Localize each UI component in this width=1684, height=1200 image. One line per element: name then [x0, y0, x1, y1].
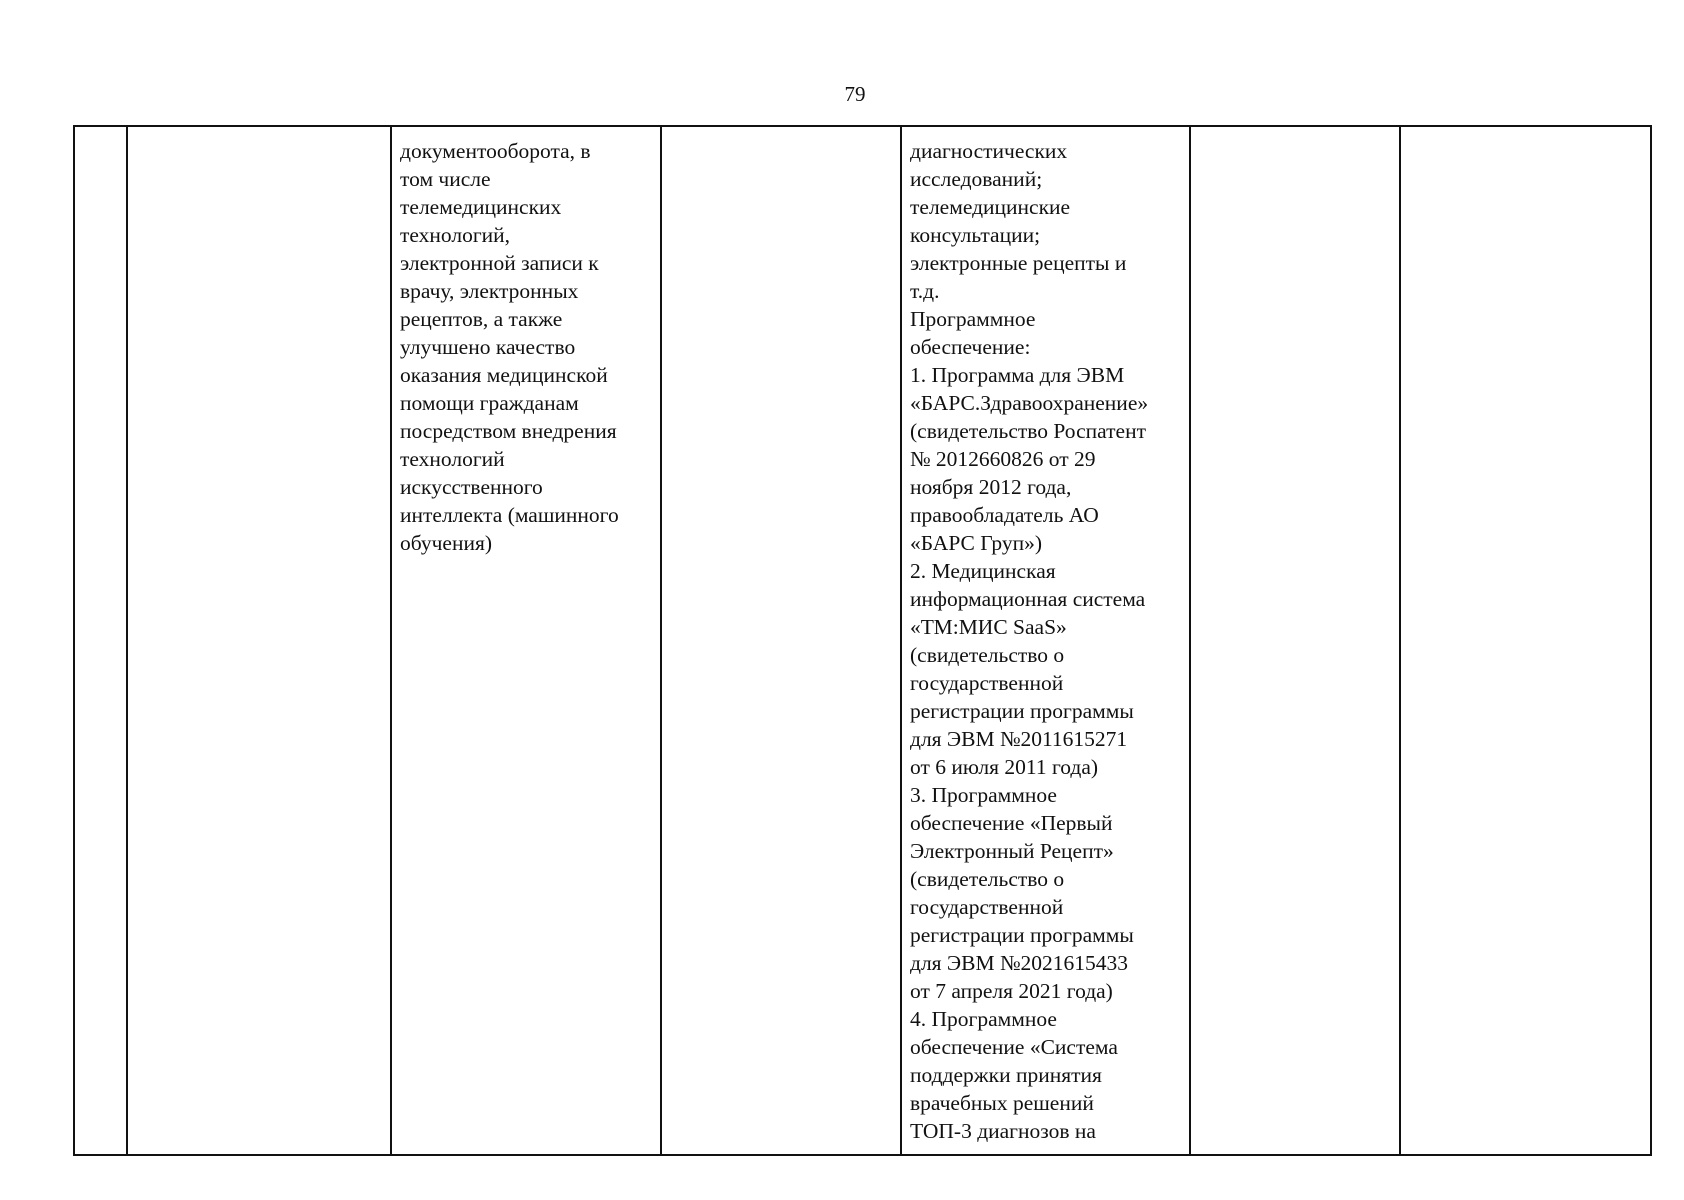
result-description-text: документооборота, в том числе телемедицинских технологий, электронной записи к врачу, электронных рецептов, а также улучшено качество оказания медицинской помощи гражданам посредством внедрения технологий искусственного интеллекта (машинного обучения) [400, 139, 619, 555]
table-cell-col2 [127, 126, 391, 1155]
table-cell-col6 [1190, 126, 1400, 1155]
table-cell-col1 [74, 126, 127, 1155]
table-cell-col5 [901, 126, 1190, 1155]
software-description-text: диагностических исследований; телемедицинские консультации; электронные рецепты и т.д. Программное обеспечение: 1. Программа для ЭВМ «БАРС.Здравоохранение» (свидетельство Роспатент № 2012660826 от 29 ноября 2012 года, правообладатель АО «БАРС Груп») 2. Медицинская информационная система «ТМ:МИС SaaS» (свидетельство о государственной регистрации программы для ЭВМ №2011615271 от 6 июля 2011 года) 3. Программное обеспечение «Первый Электронный Рецепт» (свидетельство о государственной регистрации программы для ЭВМ №2021615433 от 7 апреля 2021 года) 4. Программное обеспечение «Система поддержки принятия врачебных решений ТОП-3 диагнозов на [910, 139, 1149, 1143]
table-row [74, 126, 1651, 1155]
document-table [73, 125, 1652, 1156]
table-cell-col4 [661, 126, 901, 1155]
table-cell-col3 [391, 126, 661, 1155]
table-cell-col7 [1400, 126, 1651, 1155]
page-number: 79 [844, 82, 866, 106]
